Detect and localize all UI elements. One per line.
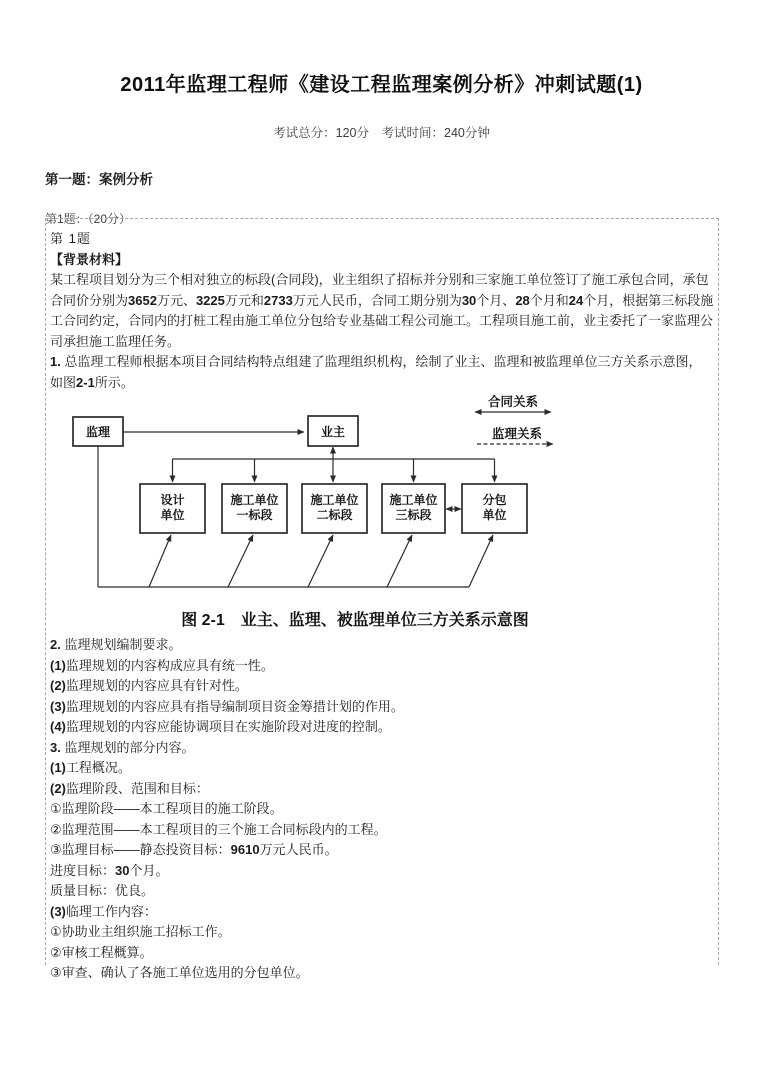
text-run: 3652: [128, 292, 157, 308]
unit-label-section1: 施工单位一标段: [230, 493, 279, 522]
supervisor-label: 监理: [85, 425, 111, 439]
supervision-arrow-subcontract: [469, 535, 493, 587]
content-line: [50, 738, 714, 759]
unit-label-section2: 施工单位二标段: [310, 493, 359, 522]
content-line: [50, 840, 714, 861]
content-line: [50, 820, 714, 841]
content-line: [50, 922, 714, 943]
text-run: 质量目标：优良。: [50, 883, 155, 898]
text-run: 总监理工程师根据本项目合同结构特点组建了监理组织机构，绘制了业主、监理和被监理单位三方关系示意图，如图: [50, 354, 702, 390]
relationship-diagram: [50, 393, 719, 605]
item1-paragraph: [50, 352, 714, 393]
text-run: 30: [461, 292, 477, 308]
text-run: 2733: [263, 292, 293, 308]
text-run: (2): [50, 780, 66, 796]
content-line: [50, 861, 714, 882]
content-line: [50, 963, 714, 984]
unit-label-subcontract: 分包单位: [482, 493, 507, 522]
text-run: 1.: [50, 354, 65, 369]
content-line: [50, 943, 714, 964]
text-run: 28: [515, 292, 530, 308]
text-run: (3): [50, 903, 66, 919]
text-run: 2.: [50, 637, 65, 652]
text-run: (1): [50, 657, 66, 673]
text-run: 2-1: [76, 374, 95, 390]
content-lines: [50, 635, 714, 984]
text-run: 万元和: [224, 292, 264, 308]
content-line: [50, 799, 714, 820]
text-run: 工程概况。: [65, 760, 131, 775]
text-run: 进度目标：: [50, 862, 116, 878]
text-run: 个月、: [476, 292, 516, 308]
text-run: 监理规划的内容应具有指导编制项目资金筹措计划的作用。: [65, 698, 404, 714]
background-paragraph: [50, 270, 714, 352]
text-run: 万元人民币，合同工期分别为: [292, 292, 462, 308]
text-run: ③审查、确认了各施工单位选用的分包单位。: [50, 965, 309, 980]
text-run: ①监理阶段——本工程项目的施工阶段。: [50, 801, 283, 816]
content-line: [50, 881, 714, 902]
text-run: (2): [50, 678, 66, 693]
supervision-arrow-section3: [387, 535, 412, 587]
legend-contract-label: 合同关系: [487, 395, 539, 409]
supervision-arrow-section2: [308, 535, 333, 587]
content-line: [50, 717, 714, 738]
text-run: 监理规划的内容构成应具有统一性。: [65, 657, 274, 673]
text-run: ①协助业主组织施工招标工作。: [50, 924, 231, 939]
content-line: [50, 635, 714, 656]
text-run: 个月，根据第三标段施工合同约定，合同内的打桩工程由施工单位分包给专业基础工程公司施工。工程项目施工前，业主委托了一家监理公司承担施工监理任务。: [50, 292, 714, 349]
text-run: 9610: [230, 842, 260, 857]
text-run: 24: [568, 292, 584, 308]
text-run: (1): [50, 760, 66, 775]
text-run: 3225: [195, 292, 225, 308]
text-run: 个月。: [129, 862, 169, 878]
content-line: [50, 902, 714, 923]
question-number: 第 1题: [50, 231, 91, 246]
text-run: 监理规划的内容应具有针对性。: [65, 678, 248, 693]
content-line: [50, 758, 714, 779]
text-run: 万元人民币。: [259, 842, 338, 857]
text-run: 监理规划的部分内容。: [64, 739, 195, 755]
text-run: ②审核工程概算。: [50, 944, 153, 960]
text-run: (4): [50, 719, 66, 734]
unit-label-design: 设计单位: [160, 493, 185, 522]
unit-label-section3: 施工单位三标段: [389, 493, 438, 522]
text-run: ③监理目标——静态投资目标：: [50, 842, 231, 857]
text-run: 30: [115, 862, 130, 878]
page-title: 2011年监理工程师《建设工程监理案例分析》冲刺试题(1): [120, 74, 643, 96]
content-line: [50, 656, 714, 677]
text-run: ②监理范围——本工程项目的三个施工合同标段内的工程。: [50, 821, 387, 837]
text-run: 监理规划的内容应能协调项目在实施阶段对进度的控制。: [65, 719, 391, 734]
background-header: 【背景材料】: [50, 251, 129, 267]
figure-caption: 图 2-1 业主、监理、被监理单位三方关系示意图: [181, 612, 529, 629]
content-line: [50, 676, 714, 697]
text-run: 临理工作内容：: [65, 903, 157, 919]
text-run: 监理规划编制要求。: [64, 637, 182, 652]
supervision-arrow-design: [149, 535, 171, 587]
question-box: [45, 218, 719, 980]
text-run: 3.: [50, 739, 65, 755]
text-run: 所示。: [94, 374, 134, 390]
legend-supervision-label: 监理关系: [491, 427, 543, 441]
text-run: 个月和: [529, 292, 569, 308]
section-heading: 第一题：案例分析: [45, 172, 153, 187]
text-run: 万元、: [156, 292, 196, 308]
text-run: 某工程项目划分为三个相对独立的标段(合同段)，业主组织了招标并分别和三家施工单位签订了施工承包合同，承包合同价分别为: [50, 272, 709, 308]
text-run: 监理阶段、范围和目标：: [65, 780, 209, 796]
content-line: [50, 697, 714, 718]
supervision-arrow-section1: [228, 535, 253, 587]
question-points-label: 第1题：（20分）: [45, 212, 132, 226]
exam-info: 考试总分：120分 考试时间：240分钟: [273, 126, 490, 140]
text-run: (3): [50, 698, 66, 714]
content-line: [50, 779, 714, 800]
owner-label: 业主: [320, 425, 346, 439]
